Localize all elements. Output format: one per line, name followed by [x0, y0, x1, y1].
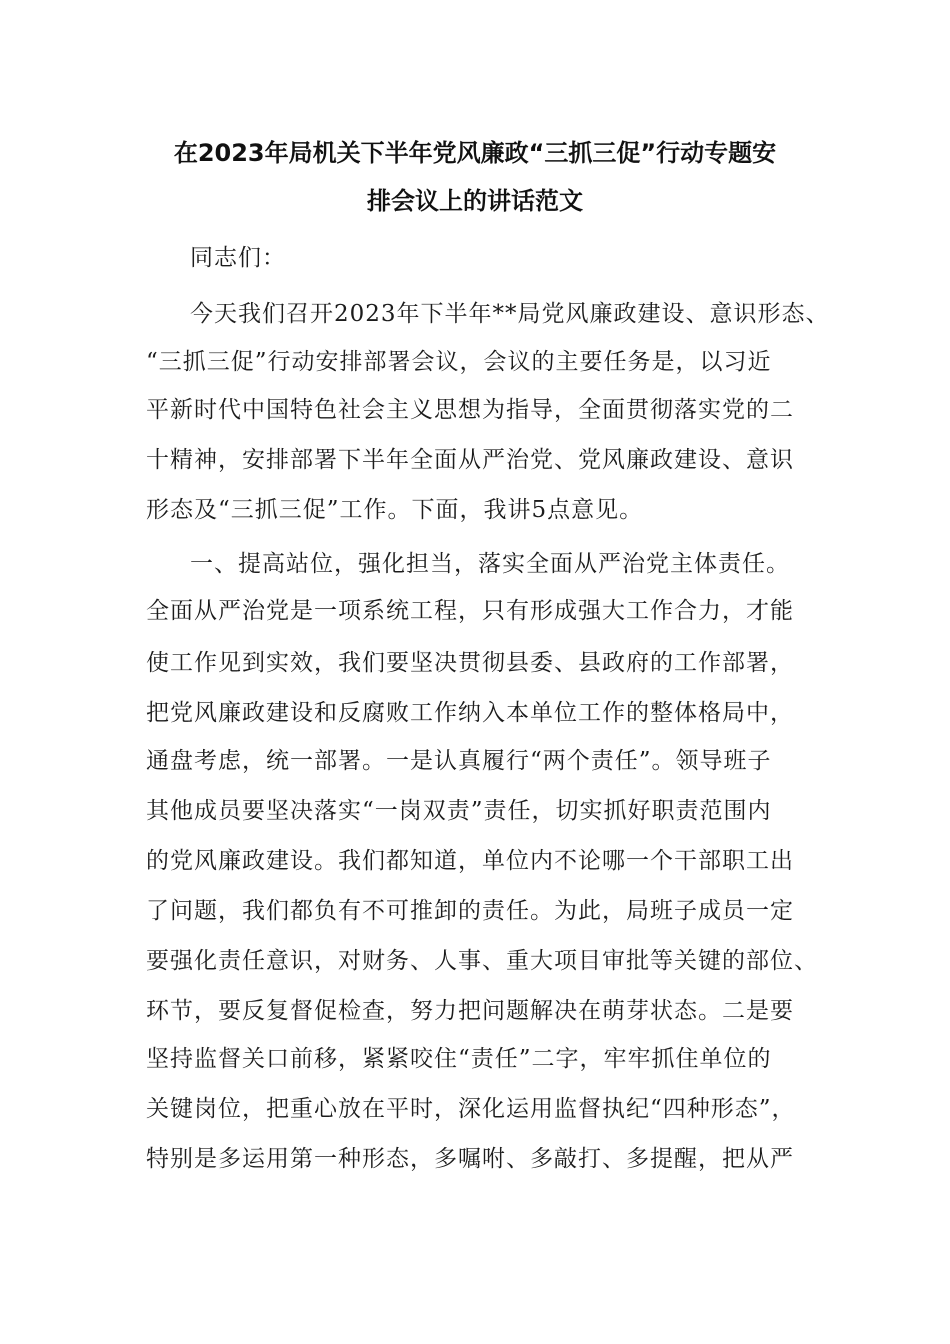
body-line: 全面从严治党是一项系统工程，只有形成强大工作合力，才能 — [146, 598, 794, 624]
salutation: 同志们： — [190, 245, 286, 271]
document-title-line-1: 在2023年局机关下半年党风廉政“三抓三促”行动专题安 — [173, 139, 777, 167]
body-line: 了问题，我们都负有不可推卸的责任。为此，局班子成员一定 — [146, 898, 794, 924]
body-line: 十精神，安排部署下半年全面从严治党、党风廉政建设、意识 — [146, 447, 794, 473]
body-line: 坚持监督关口前移，紧紧咬住“责任”二字，牢牢抓住单位的 — [146, 1046, 772, 1072]
body-line: 使工作见到实效，我们要坚决贯彻县委、县政府的工作部署， — [146, 650, 794, 676]
body-line: 特别是多运用第一种形态，多嘱咐、多敲打、多提醒，把从严 — [146, 1146, 794, 1172]
body-line: 形态及“三抓三促”工作。下面，我讲5点意见。 — [146, 497, 644, 523]
body-line: 今天我们召开2023年下半年**局党风廉政建设、意识形态、 — [190, 301, 830, 327]
body-line: 的党风廉政建设。我们都知道，单位内不论哪一个干部职工出 — [146, 848, 794, 874]
section-heading: 一、提高站位，强化担当，落实全面从严治党主体责任。 — [190, 551, 790, 577]
body-line: 环节，要反复督促检查，努力把问题解决在萌芽状态。二是要 — [146, 998, 794, 1024]
body-line: 要强化责任意识，对财务、人事、重大项目审批等关键的部位、 — [146, 948, 818, 974]
body-line: 其他成员要坚决落实“一岗双责”责任，切实抓好职责范围内 — [146, 798, 772, 824]
document-title-line-2: 排会议上的讲话范文 — [367, 187, 583, 215]
body-line: 关键岗位，把重心放在平时，深化运用监督执纪“四种形态”， — [146, 1096, 796, 1122]
body-line: 把党风廉政建设和反腐败工作纳入本单位工作的整体格局中， — [146, 700, 794, 726]
body-line: “三抓三促”行动安排部署会议，会议的主要任务是，以习近 — [146, 349, 772, 375]
body-line: 平新时代中国特色社会主义思想为指导，全面贯彻落实党的二 — [146, 397, 794, 423]
body-line: 通盘考虑，统一部署。一是认真履行“两个责任”。领导班子 — [146, 748, 772, 774]
